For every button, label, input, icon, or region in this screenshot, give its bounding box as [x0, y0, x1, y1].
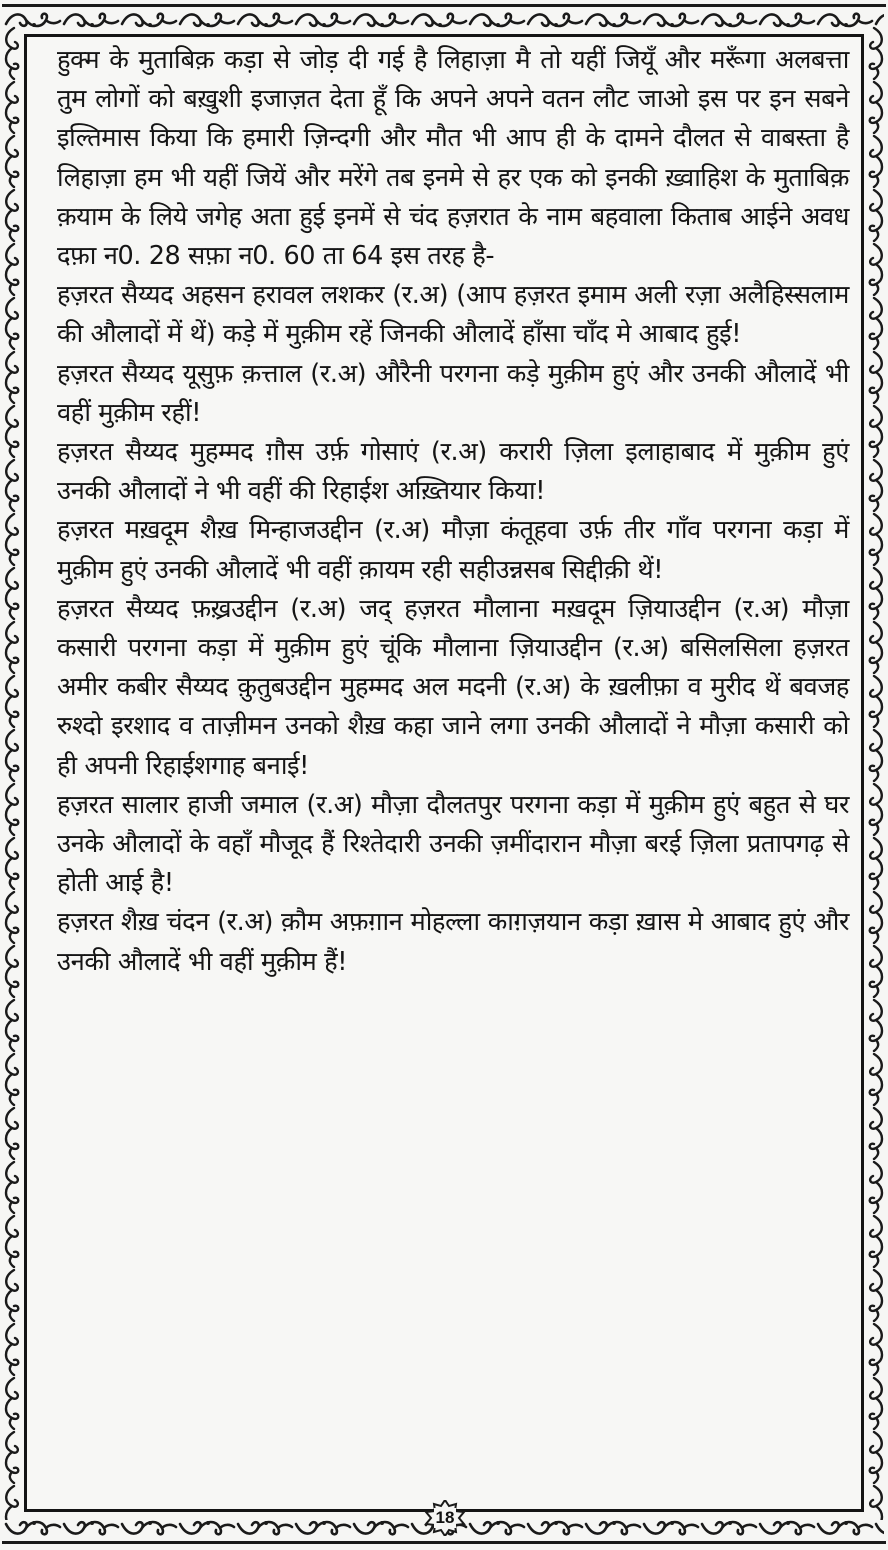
paragraph-fakhruddin: हज़रत सैय्यद फ़ख़्रउद्दीन (र.अ) जद् हज़रत मौलाना मख़दूम ज़ियाउद्दीन (र.अ) मौज़ा कसारी परगना कड़ा में मुक़ीम हुएं चूंकि मौलाना ज़ियाउद्दीन (र.अ) बसिलसिला हज़रत अमीर कबीर सैय्यद क़ुतुबउद्दीन मुहम्मद अल मदनी (र.अ) के ख़लीफ़ा व मुरीद थें बवजह रुश्दो इरशाद व ताज़ीमन उनको शैख़ कहा जाने लगा उनकी औलादों ने मौज़ा कसारी को ही अपनी रिहाईशगाह बनाई! [57, 593, 849, 781]
ornamental-border-right [864, 26, 886, 1520]
paragraph-minhajuddin: हज़रत मख़दूम शैख़ मिन्हाजउद्दीन (र.अ) मौज़ा कंतूहवा उर्फ़ तीर गाँव परगना कड़ा में मुक़ीम हुएं उनकी औलादें भी वहीं क़ायम रही सहीउन्नसब सिद्दीक़ी थें! [57, 515, 849, 585]
ornamental-border-top [4, 8, 884, 34]
paragraph-intro: हुक्म के मुताबिक़ कड़ा से जोड़ दी गई है लिहाज़ा मै तो यहीं जियूँ और मरूँगा अलबत्ता तुम लोगों को बख़ुशी इजाज़त देता हूँ कि अपने अपने वतन लौट जाओ इस पर इन सबने इल्तिमास किया कि हमारी ज़िन्दगी और मौत भी आप ही के दामने दौलत से वाबस्ता है लिहाज़ा हम भी यहीं जियें और मरेंगे तब इनमे से हर एक को इनकी ख़्वाहिश के मुताबिक़ क़याम के लिये जगेह अता हुई इनमें से चंद हज़रात के नाम बहवाला किताब आईने अवध दफ़ा न0. 28 सफ़ा न0. 60 ता 64 इस तरह है- [57, 45, 849, 272]
body-text [57, 41, 849, 982]
page-number: 18 [435, 1508, 455, 1527]
paragraph-shaikh-chandan: हज़रत शैख़ चंदन (र.अ) क़ौम अफ़ग़ान मोहल्ला काग़ज़यान कड़ा ख़ास मे आबाद हुएं और उनकी औलादें भी वहीं मुक़ीम हैं! [57, 907, 849, 977]
paragraph-ahsan-harawal: हज़रत सैय्यद अहसन हरावल लशकर (र.अ) (आप हज़रत इमाम अली रज़ा अलैहिस्सलाम की औलादों में थें) कड़े में मुक़ीम रहें जिनकी औलादें हाँसा चाँद मे आबाद हुई! [57, 280, 849, 350]
text-frame [24, 34, 864, 1512]
ornamental-border-left [2, 26, 24, 1520]
page-number-badge [422, 1500, 468, 1536]
paragraph-muhammad-ghaus: हज़रत सैय्यद मुहम्मद ग़ौस उर्फ़ गोसाएं (र.अ) करारी ज़िला इलाहाबाद में मुक़ीम हुएं उनकी औलादों ने भी वहीं की रिहाईश अख़्तियार किया! [57, 437, 849, 507]
paragraph-haji-jamal: हज़रत सालार हाजी जमाल (र.अ) मौज़ा दौलतपुर परगना कड़ा में मुक़ीम हुएं बहुत से घर उनके औलादों के वहाँ मौजूद हैं रिश्तेदारी उनकी ज़मींदारान मौज़ा बरई ज़िला प्रतापगढ़ से होती आई है! [57, 789, 849, 899]
paragraph-yusuf-qattal: हज़रत सैय्यद यूसुफ़ क़त्ताल (र.अ) औरैनी परगना कड़े मुक़ीम हुएं और उनकी औलादें भी वहीं मुक़ीम रहीं! [57, 358, 849, 428]
